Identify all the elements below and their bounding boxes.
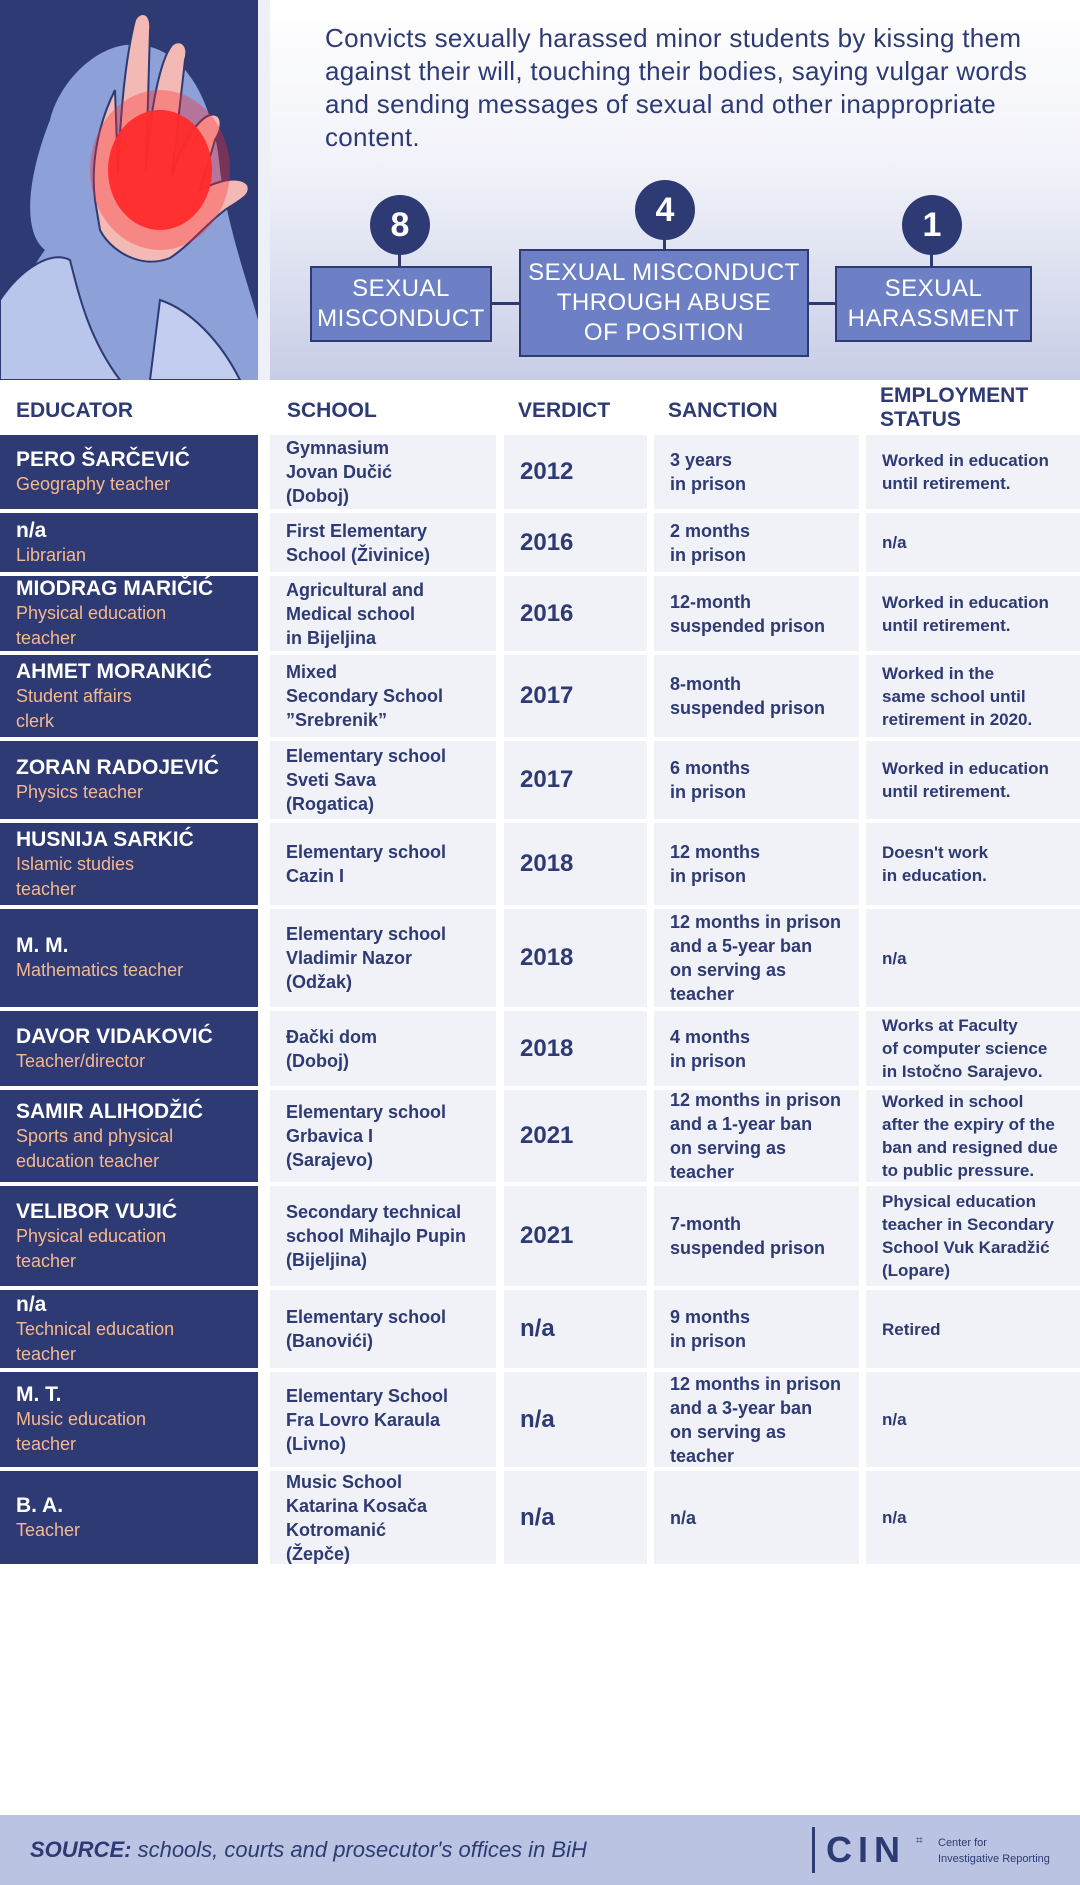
educator-role: Physical education teacher <box>16 1225 167 1271</box>
sanction-cell <box>654 823 859 905</box>
sanction-cell <box>654 576 859 651</box>
educator-name: ZORAN RADOJEVIĆ <box>16 756 220 779</box>
educator-name: VELIBOR VUJIĆ <box>16 1199 178 1223</box>
status-cell <box>866 1090 1080 1182</box>
school-cell <box>270 655 496 737</box>
verdict-cell <box>504 1011 647 1086</box>
table-row <box>0 576 1080 655</box>
educator-role: Sports and physical education teacher <box>16 1125 174 1171</box>
school-name: Gymnasium Jovan Dučić (Doboj) <box>286 438 393 506</box>
status-cell <box>866 741 1080 819</box>
sanction-cell <box>654 1011 859 1086</box>
status-cell <box>866 1011 1080 1086</box>
logo-mark-icon: ⌗ <box>916 1833 923 1847</box>
educator-role: Physics teacher <box>16 782 144 802</box>
educator-name: DAVOR VIDAKOVIĆ <box>16 1024 213 1048</box>
employment-status-text: Worked in education until retirement. <box>882 451 1049 493</box>
status-cell <box>866 435 1080 509</box>
educator-name: SAMIR ALIHODŽIĆ <box>16 1099 204 1123</box>
table-row <box>0 823 1080 909</box>
school-name: Elementary school (Banovići) <box>286 1307 447 1351</box>
educator-cell <box>0 576 258 651</box>
verdict-year: 2016 <box>520 599 574 627</box>
school-cell <box>270 513 496 572</box>
sanction-text: 12 months in prison and a 1-year ban on serving as teacher <box>670 1090 842 1182</box>
educator-name: AHMET MORANKIĆ <box>16 659 212 683</box>
educator-cell <box>0 1372 258 1467</box>
educator-name: n/a <box>16 518 47 542</box>
verdict-cell <box>504 513 647 572</box>
verdict-cell <box>504 823 647 905</box>
status-cell <box>866 655 1080 737</box>
sanction-cell <box>654 1372 859 1467</box>
school-name: Đački dom (Doboj) <box>286 1026 378 1071</box>
educator-role: Librarian <box>16 544 87 565</box>
status-cell <box>866 909 1080 1007</box>
sexual-harassment-count: 1 <box>902 195 962 255</box>
status-cell <box>866 1372 1080 1467</box>
header-school: SCHOOL <box>287 399 377 422</box>
school-cell <box>270 1186 496 1286</box>
sanction-text: 3 years in prison <box>670 450 746 494</box>
hero-illustration-panel <box>0 0 258 380</box>
employment-status-text: Worked in education until retirement. <box>882 759 1049 801</box>
hero <box>0 0 1080 380</box>
connector-line <box>808 302 836 305</box>
footer <box>0 1815 1080 1885</box>
verdict-cell <box>504 741 647 819</box>
sanction-cell <box>654 909 859 1007</box>
verdict-year: n/a <box>520 1503 555 1531</box>
verdict-year: 2018 <box>520 1034 574 1062</box>
educator-role: Student affairs clerk <box>16 685 132 731</box>
school-cell <box>270 741 496 819</box>
verdict-year: 2021 <box>520 1222 574 1249</box>
sanction-text: 12 months in prison and a 3-year ban on serving as teacher <box>670 1373 842 1466</box>
abuse-of-position-box: SEXUAL MISCONDUCT THROUGH ABUSE OF POSITION <box>519 249 809 357</box>
verdict-cell <box>504 1290 647 1368</box>
cin-logo-subtitle: Center for Investigative Reporting <box>938 1837 1050 1865</box>
school-cell <box>270 1011 496 1086</box>
employment-status-text: n/a <box>882 1508 907 1527</box>
educator-name: M. M. <box>16 934 69 957</box>
verdict-year: 2021 <box>520 1122 574 1149</box>
sanction-text: 9 months in prison <box>670 1307 751 1351</box>
school-name: Elementary school Cazin I <box>286 842 447 886</box>
status-cell <box>866 513 1080 572</box>
verdict-year: 2016 <box>520 528 574 556</box>
employment-status-text: Retired <box>882 1319 941 1339</box>
sanction-text: 8-month suspended prison <box>670 674 826 718</box>
cin-logo: CIN <box>826 1829 906 1870</box>
employment-status-text: Worked in education until retirement. <box>882 592 1049 635</box>
educator-cell <box>0 1090 258 1182</box>
status-cell <box>866 1186 1080 1286</box>
employment-status-text: Doesn't work in education. <box>882 843 989 885</box>
educator-role: Geography teacher <box>16 474 171 494</box>
school-name: Elementary school Sveti Sava (Rogatica) <box>286 746 447 814</box>
table-header <box>0 380 1080 436</box>
table-row <box>0 909 1080 1011</box>
verdict-cell <box>504 435 647 509</box>
verdict-cell <box>504 1372 647 1467</box>
intro-text: Convicts sexually harassed minor students by kissing them against their will, touching their bodies, saying vulgar words and sending messages of sexual and other inappropriate content. <box>325 23 1028 152</box>
verdict-year: 2017 <box>520 682 574 709</box>
educator-name: B. A. <box>16 1493 64 1517</box>
sanction-text: 12 months in prison and a 5-year ban on serving as teacher <box>670 912 842 1004</box>
table-row <box>0 1011 1080 1090</box>
school-name: Music School Katarina Kosača Kotromanić (Žepče) <box>286 1471 428 1564</box>
sanction-text: 12-month suspended prison <box>670 591 826 636</box>
sexual-harassment-box: SEXUAL HARASSMENT <box>835 266 1032 342</box>
educator-cell <box>0 1186 258 1286</box>
educator-cell <box>0 909 258 1007</box>
educator-name: MIODRAG MARIČIĆ <box>16 577 214 600</box>
source-line <box>30 1837 587 1863</box>
verdict-cell <box>504 576 647 651</box>
sanction-cell <box>654 1186 859 1286</box>
educator-cell <box>0 435 258 509</box>
table-row <box>0 1471 1080 1568</box>
sanction-cell <box>654 513 859 572</box>
employment-status-text: n/a <box>882 533 907 552</box>
sanction-cell <box>654 741 859 819</box>
sanction-cell <box>654 1471 859 1564</box>
status-cell <box>866 576 1080 651</box>
school-cell <box>270 576 496 651</box>
verdict-cell <box>504 1090 647 1182</box>
educator-name: PERO ŠARČEVIĆ <box>16 448 190 471</box>
hero-divider <box>258 0 270 380</box>
employment-status-text: Worked in school after the expiry of the ban and resigned due to public pressure. <box>882 1092 1058 1180</box>
educator-role: Teacher <box>16 1519 81 1540</box>
sanction-text: 7-month suspended prison <box>670 1214 826 1258</box>
table-row <box>0 655 1080 741</box>
table-row <box>0 435 1080 513</box>
header-employment-status: EMPLOYMENT STATUS <box>880 384 1029 431</box>
educator-cell <box>0 1290 258 1368</box>
sanction-text: 12 months in prison <box>670 842 761 886</box>
educator-cell <box>0 741 258 819</box>
school-cell <box>270 909 496 1007</box>
educator-cell <box>0 655 258 737</box>
verdict-year: 2018 <box>520 944 574 971</box>
sexual-misconduct-count: 8 <box>370 195 430 255</box>
table-row <box>0 1090 1080 1186</box>
school-cell <box>270 1372 496 1467</box>
verdict-year: 2017 <box>520 766 574 793</box>
educator-cell <box>0 823 258 905</box>
sanction-text: n/a <box>670 1507 697 1528</box>
connector-line <box>490 302 520 305</box>
verdict-year: n/a <box>520 1315 555 1342</box>
sanction-text: 4 months in prison <box>670 1026 751 1071</box>
employment-status-text: Works at Faculty of computer science in Istočno Sarajevo. <box>882 1016 1048 1081</box>
logo-divider <box>812 1827 815 1873</box>
school-name: Elementary school Vladimir Nazor (Odžak) <box>286 924 447 992</box>
school-name: Secondary technical school Mihajlo Pupin (Bijeljina) <box>286 1202 466 1270</box>
abuse-of-position-count: 4 <box>635 180 695 240</box>
educator-name: n/a <box>16 1292 47 1316</box>
educator-role: Physical education teacher <box>16 603 167 648</box>
sexual-misconduct-box: SEXUAL MISCONDUCT <box>310 266 492 342</box>
header-educator: EDUCATOR <box>16 399 134 422</box>
educator-cell <box>0 1471 258 1564</box>
table-row <box>0 1290 1080 1372</box>
educator-name: HUSNIJA SARKIĆ <box>16 827 194 851</box>
educator-cell <box>0 513 258 572</box>
header-verdict: VERDICT <box>518 399 611 422</box>
employment-status-text: Physical education teacher in Secondary School Vuk Karadžić (Lopare) <box>882 1192 1054 1280</box>
table-row <box>0 513 1080 576</box>
sanction-cell <box>654 1290 859 1368</box>
school-cell <box>270 435 496 509</box>
school-cell <box>270 1290 496 1368</box>
sanction-text: 2 months in prison <box>670 520 751 565</box>
sanction-cell <box>654 1090 859 1182</box>
educator-name: M. T. <box>16 1383 62 1406</box>
verdict-year: 2018 <box>520 850 574 877</box>
status-cell <box>866 1290 1080 1368</box>
school-name: Elementary school Grbavica I (Sarajevo) <box>286 1102 447 1170</box>
educator-role: Islamic studies teacher <box>16 853 135 899</box>
verdict-year: n/a <box>520 1405 555 1433</box>
verdict-cell <box>504 1471 647 1564</box>
educator-role: Mathematics teacher <box>16 960 184 980</box>
school-name: First Elementary School (Živinice) <box>286 520 431 565</box>
employment-status-text: n/a <box>882 1410 907 1429</box>
school-cell <box>270 1471 496 1564</box>
school-name: Elementary School Fra Lovro Karaula (Livno) <box>286 1385 449 1454</box>
educator-role: Technical education teacher <box>16 1318 175 1364</box>
sanction-text: 6 months in prison <box>670 758 751 802</box>
verdict-cell <box>504 909 647 1007</box>
educator-role: Teacher/director <box>16 1050 146 1071</box>
educator-role: Music education teacher <box>16 1409 147 1454</box>
table-row <box>0 1186 1080 1290</box>
school-cell <box>270 823 496 905</box>
sanction-cell <box>654 435 859 509</box>
employment-status-text: n/a <box>882 948 907 968</box>
school-name: Mixed Secondary School ”Srebrenik” <box>286 662 444 730</box>
table-row <box>0 741 1080 823</box>
stop-hand-illustration <box>0 0 258 380</box>
verdict-cell <box>504 655 647 737</box>
status-cell <box>866 823 1080 905</box>
table-row <box>0 1372 1080 1471</box>
employment-status-text: Worked in the same school until retirement in 2020. <box>882 663 1033 729</box>
sanction-cell <box>654 655 859 737</box>
header-sanction: SANCTION <box>668 399 778 422</box>
educator-cell <box>0 1011 258 1086</box>
school-cell <box>270 1090 496 1182</box>
status-cell <box>866 1471 1080 1564</box>
verdict-year: 2012 <box>520 458 574 485</box>
school-name: Agricultural and Medical school in Bijeljina <box>286 579 425 648</box>
source-label: SOURCE: <box>30 1837 132 1862</box>
source-text: schools, courts and prosecutor's offices in BiH <box>137 1837 587 1862</box>
verdict-cell <box>504 1186 647 1286</box>
